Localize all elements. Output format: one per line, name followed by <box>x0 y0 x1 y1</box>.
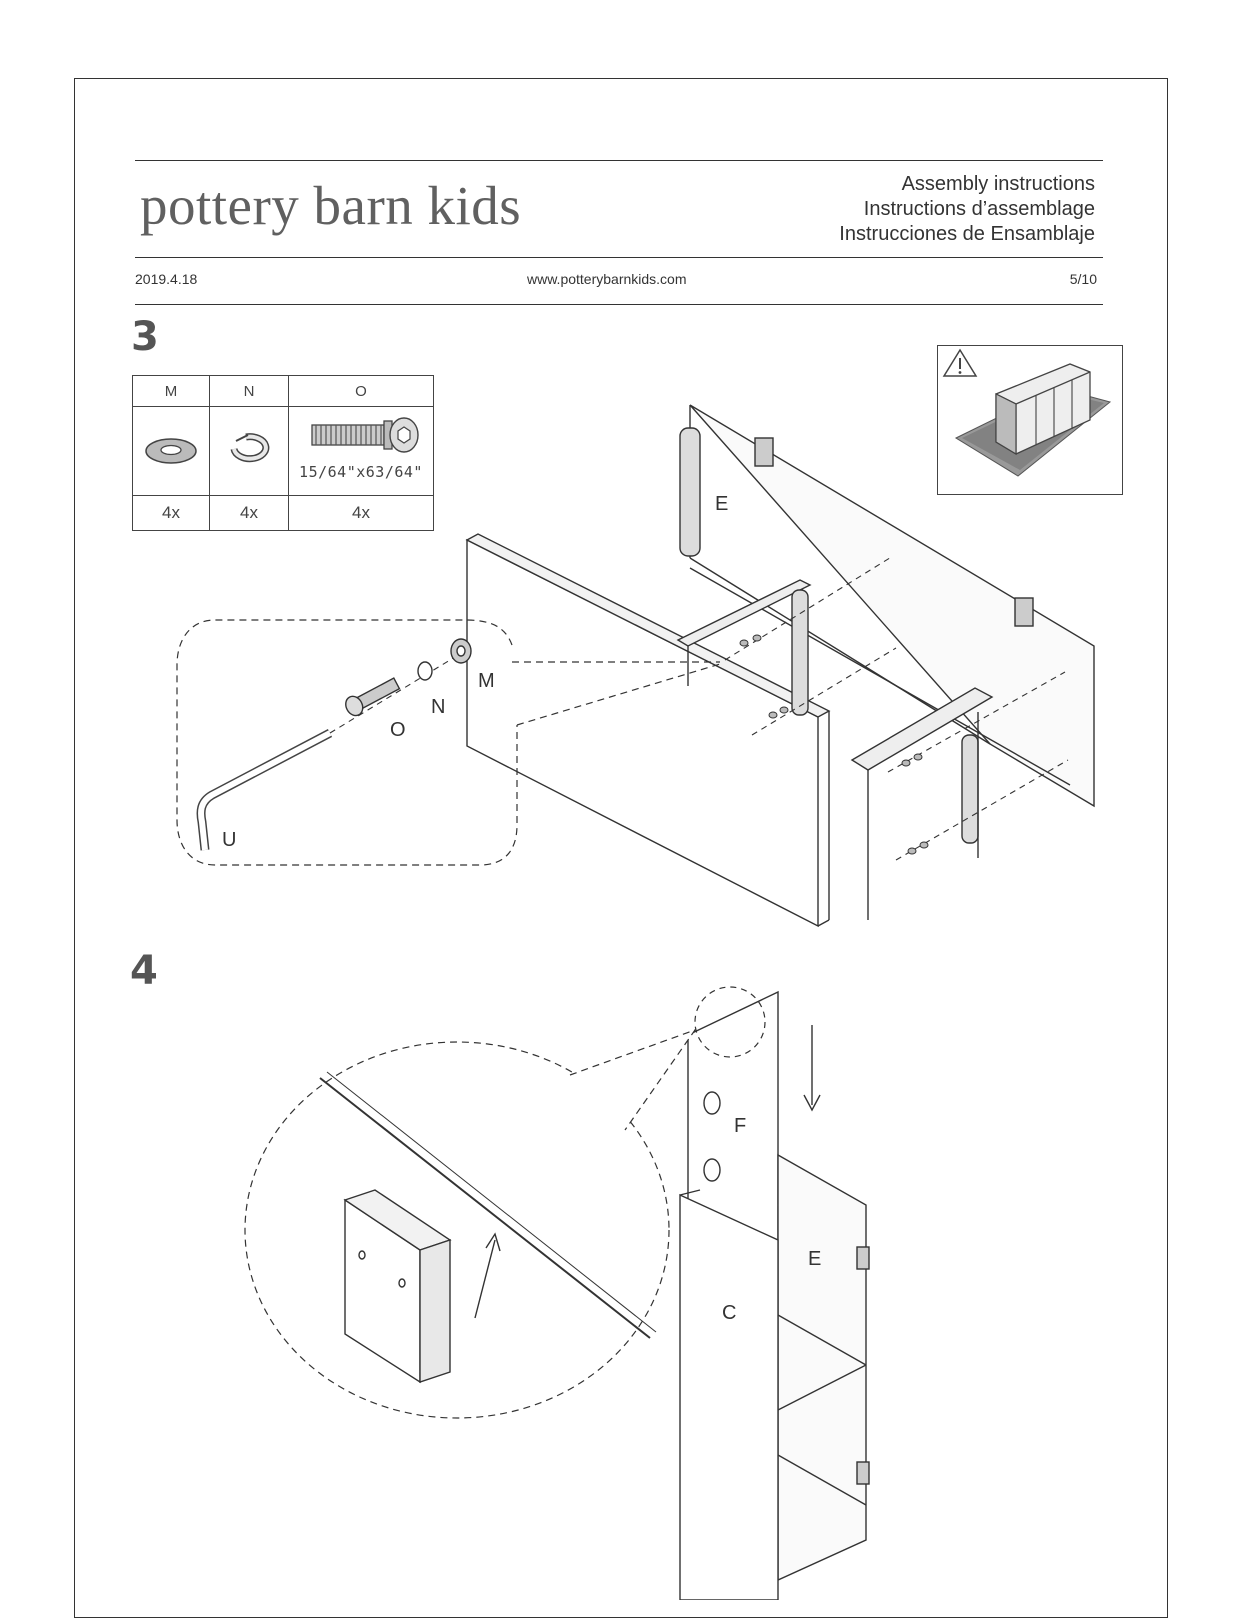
title-spanish: Instrucciones de Ensamblaje <box>839 223 1095 245</box>
callout-hex-key-label: U <box>222 829 237 851</box>
bolt-size-label: 15/64"x63/64" <box>299 463 423 481</box>
document-date: 2019.4.18 <box>135 271 198 287</box>
part-n-qty: 4x <box>210 496 289 531</box>
callout-washer-label: M <box>478 670 495 692</box>
brand-logo: pottery barn kids <box>140 175 522 236</box>
callout-bolt-label: O <box>390 719 406 741</box>
part-m-qty: 4x <box>133 496 210 531</box>
step-4-illustration <box>245 987 869 1600</box>
part-o-qty: 4x <box>289 496 434 531</box>
part-o-letter: O <box>289 376 434 407</box>
step-3-number: 3 <box>131 314 159 360</box>
step4-panel-c-label: C <box>722 1302 737 1324</box>
part-n-letter: N <box>210 376 289 407</box>
step4-panel-e-label: E <box>808 1248 822 1270</box>
step3-panel-e-label: E <box>715 493 729 515</box>
step-3-illustration <box>177 405 1094 926</box>
part-m-letter: M <box>133 376 210 407</box>
step4-panel-f-label: F <box>734 1115 747 1137</box>
callout-lock-washer-label: N <box>431 696 446 718</box>
title-french: Instructions d’assemblage <box>863 198 1095 220</box>
title-english: Assembly instructions <box>901 173 1095 195</box>
website-url: www.potterybarnkids.com <box>527 271 687 287</box>
page-number: 5/10 <box>1069 271 1097 287</box>
step-4-number: 4 <box>130 948 158 994</box>
